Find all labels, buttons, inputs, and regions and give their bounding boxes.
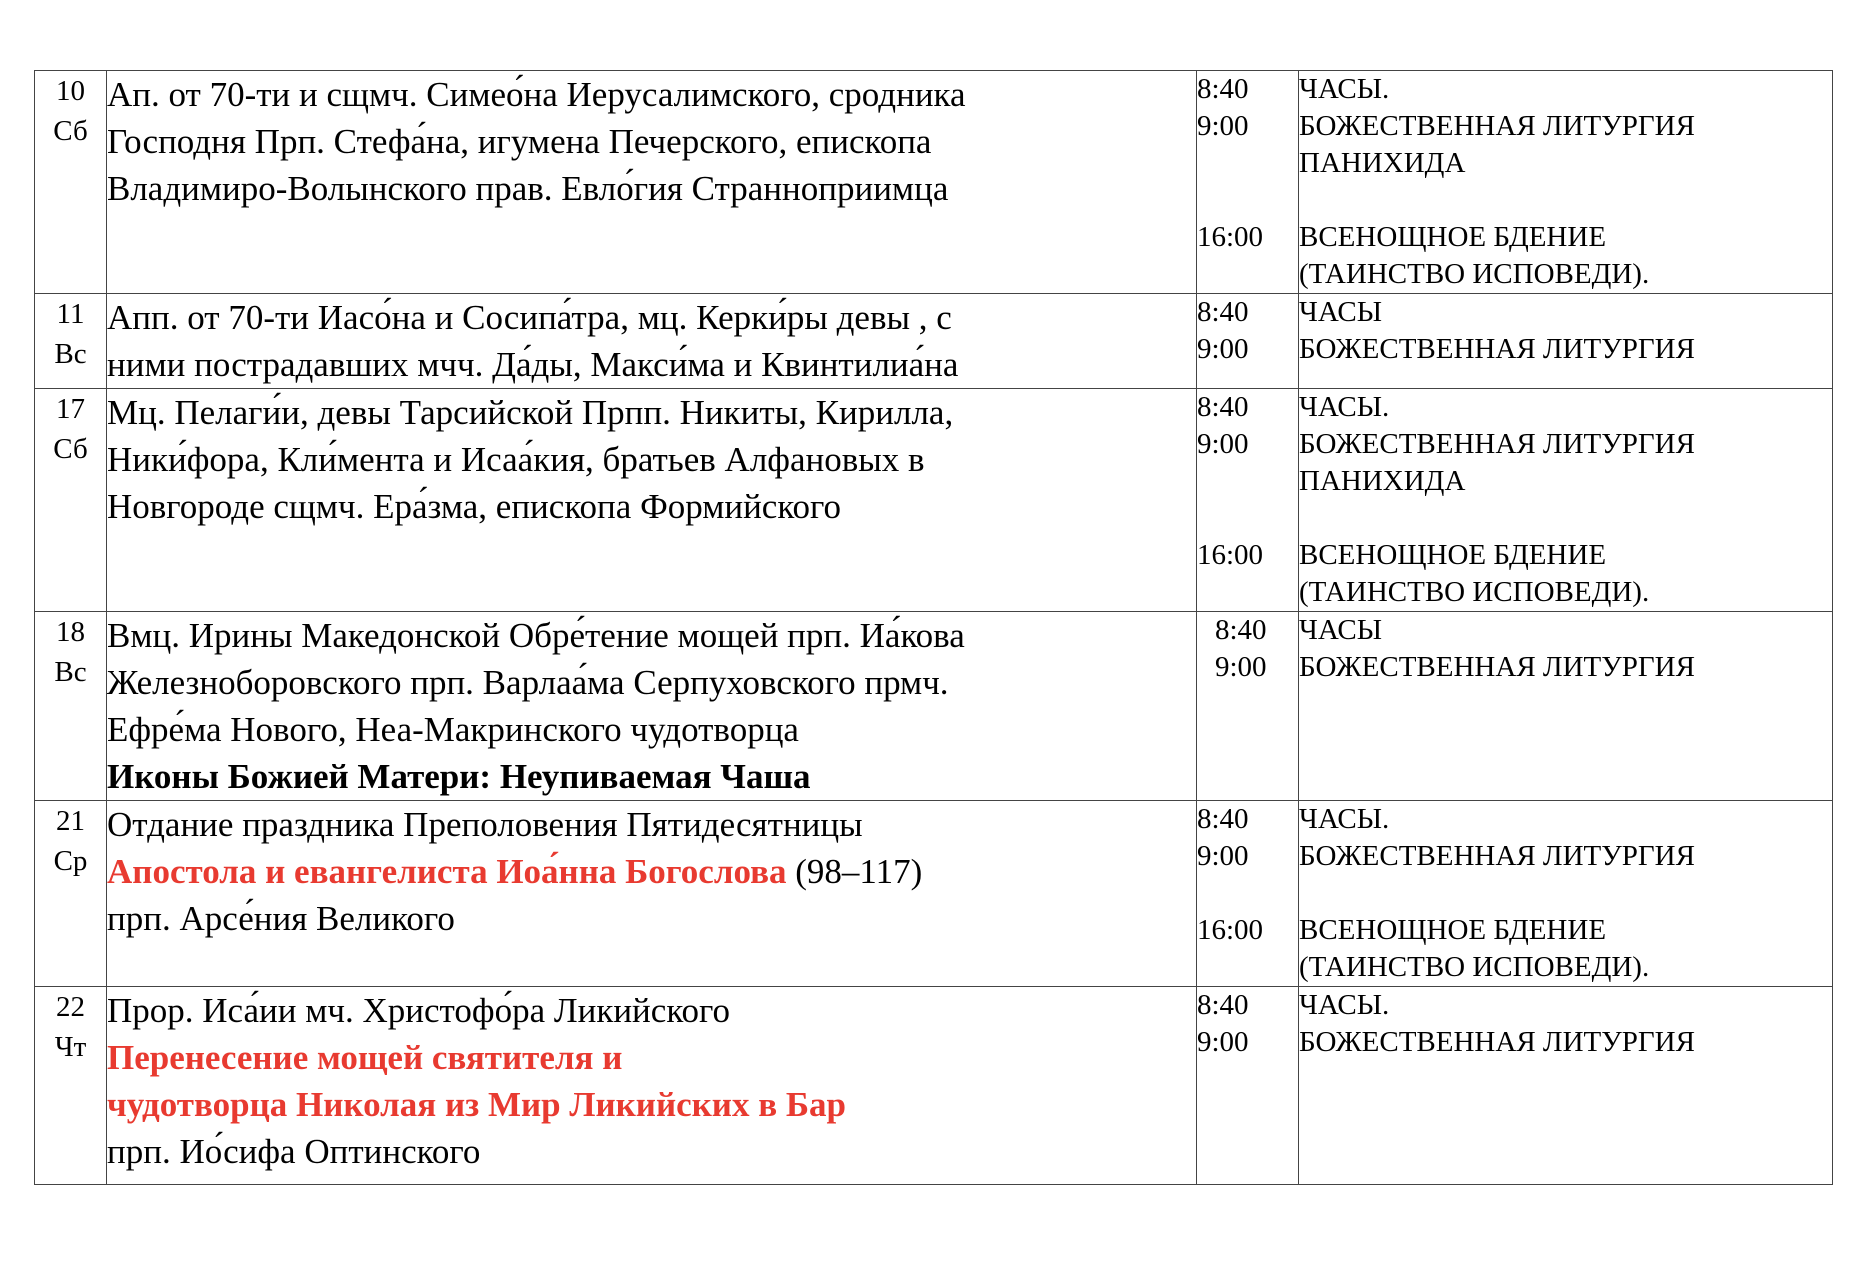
service-time <box>1197 875 1298 912</box>
commemoration-line <box>107 483 1196 530</box>
day-number: 17 <box>56 393 85 425</box>
commemoration-text: Прор. Иса́ии мч. Христофо́ра Ликийского <box>107 991 731 1030</box>
commemoration-line <box>107 165 1196 212</box>
service-name: (ТАИНСТВО ИСПОВЕДИ). <box>1299 951 1650 983</box>
commemoration-text: Владимиро-Волынского прав. Евло́гия Странноприимца <box>107 169 949 208</box>
service-name <box>1299 500 1832 537</box>
service-time: 9:00 <box>1197 110 1249 142</box>
services-cell <box>1299 612 1833 801</box>
service-name: ЧАСЫ. <box>1299 803 1390 835</box>
service-name <box>1299 182 1832 219</box>
commemoration-line <box>107 895 1196 942</box>
service-times-cell <box>1197 71 1299 294</box>
weekday: Вс <box>54 338 87 370</box>
commemoration-text: Иконы Божией Матери: Неупиваемая Чаша <box>107 757 811 796</box>
commemoration-text: Новгороде сщмч. Ера́зма, епископа Формийского <box>107 487 842 526</box>
schedule-row <box>35 389 1833 612</box>
schedule-row <box>35 294 1833 389</box>
commemorations-cell <box>107 71 1197 294</box>
service-name: ЧАСЫ. <box>1299 73 1390 105</box>
service-name: БОЖЕСТВЕННАЯ ЛИТУРГИЯ <box>1299 651 1695 683</box>
commemorations-cell <box>107 389 1197 612</box>
day-number: 18 <box>56 616 85 648</box>
commemoration-text: (98–117) <box>786 852 923 891</box>
service-name: БОЖЕСТВЕННАЯ ЛИТУРГИЯ <box>1299 333 1695 365</box>
feast-highlight: чудотворца Николая из Мир Ликийских в Бар <box>107 1085 846 1124</box>
service-name: ВСЕНОЩНОЕ БДЕНИЕ <box>1299 221 1607 253</box>
weekday: Сб <box>53 433 88 465</box>
commemoration-line <box>107 1034 1196 1081</box>
commemoration-line <box>107 659 1196 706</box>
service-name: ЧАСЫ <box>1299 614 1382 646</box>
service-name: ВСЕНОЩНОЕ БДЕНИЕ <box>1299 539 1607 571</box>
commemoration-text: Ники́фора, Кли́мента и Исаа́кия, братьев Алфановых в <box>107 440 925 479</box>
service-name: ПАНИХИДА <box>1299 147 1466 179</box>
commemorations-cell <box>107 612 1197 801</box>
schedule-row <box>35 801 1833 987</box>
commemoration-line <box>107 706 1196 753</box>
weekday: Сб <box>53 115 88 147</box>
commemorations-cell <box>107 987 1197 1185</box>
commemoration-line <box>107 1128 1196 1175</box>
service-name: (ТАИНСТВО ИСПОВЕДИ). <box>1299 576 1650 608</box>
service-time: 8:40 <box>1215 614 1267 646</box>
service-time: 16:00 <box>1197 539 1264 571</box>
service-time <box>1197 574 1298 611</box>
commemoration-line <box>107 71 1196 118</box>
service-name <box>1299 875 1832 912</box>
schedule-row <box>35 987 1833 1185</box>
service-name: БОЖЕСТВЕННАЯ ЛИТУРГИЯ <box>1299 428 1695 460</box>
weekday: Вс <box>54 656 87 688</box>
service-name: БОЖЕСТВЕННАЯ ЛИТУРГИЯ <box>1299 110 1695 142</box>
service-time: 9:00 <box>1197 1026 1249 1058</box>
services-cell <box>1299 987 1833 1185</box>
commemoration-line <box>107 389 1196 436</box>
service-time <box>1197 182 1298 219</box>
commemoration-line <box>107 118 1196 165</box>
service-time: 8:40 <box>1197 989 1249 1021</box>
commemoration-line <box>107 436 1196 483</box>
service-time: 8:40 <box>1197 803 1249 835</box>
service-name: ЧАСЫ. <box>1299 391 1390 423</box>
commemoration-text: прп. Арсе́ния Великого <box>107 899 455 938</box>
commemoration-line <box>107 1081 1196 1128</box>
services-cell <box>1299 294 1833 389</box>
service-time: 9:00 <box>1197 333 1249 365</box>
commemoration-text: Ап. от 70-ти и сщмч. Симео́на Иерусалимского, сродника <box>107 75 966 114</box>
day-number: 10 <box>56 75 85 107</box>
service-name: БОЖЕСТВЕННАЯ ЛИТУРГИЯ <box>1299 1026 1695 1058</box>
service-time <box>1197 256 1298 293</box>
weekday: Ср <box>53 845 88 877</box>
service-time: 16:00 <box>1197 221 1264 253</box>
date-cell <box>35 294 107 389</box>
service-time: 9:00 <box>1215 651 1267 683</box>
service-time: 9:00 <box>1197 840 1249 872</box>
service-times-cell <box>1197 389 1299 612</box>
day-number: 21 <box>56 805 85 837</box>
commemoration-text: Вмц. Ирины Македонской Обре́тение мощей прп. Иа́кова <box>107 616 965 655</box>
date-cell <box>35 71 107 294</box>
commemorations-cell <box>107 801 1197 987</box>
service-time: 8:40 <box>1197 296 1249 328</box>
day-number: 22 <box>56 991 85 1023</box>
date-cell <box>35 987 107 1185</box>
commemoration-line <box>107 848 1196 895</box>
commemoration-text: Мц. Пелаги́и, девы Тарсийской Прпп. Никиты, Кирилла, <box>107 393 954 432</box>
service-times-cell <box>1197 987 1299 1185</box>
service-time: 16:00 <box>1197 914 1264 946</box>
services-cell <box>1299 71 1833 294</box>
service-times-cell <box>1197 612 1299 801</box>
service-name: (ТАИНСТВО ИСПОВЕДИ). <box>1299 258 1650 290</box>
commemoration-text: Отдание праздника Преполовения Пятидесятницы <box>107 805 863 844</box>
day-number: 11 <box>56 298 85 330</box>
weekday: Чт <box>54 1031 87 1063</box>
service-name: БОЖЕСТВЕННАЯ ЛИТУРГИЯ <box>1299 840 1695 872</box>
service-time <box>1197 145 1298 182</box>
schedule-row <box>35 612 1833 801</box>
service-time <box>1197 463 1298 500</box>
commemoration-text: прп. Ио́сифа Оптинского <box>107 1132 481 1171</box>
date-cell <box>35 801 107 987</box>
services-cell <box>1299 801 1833 987</box>
service-times-cell <box>1197 801 1299 987</box>
date-cell <box>35 389 107 612</box>
schedule-row <box>35 71 1833 294</box>
date-cell <box>35 612 107 801</box>
service-time: 9:00 <box>1197 428 1249 460</box>
service-times-cell <box>1197 294 1299 389</box>
commemoration-text: Железноборовского прп. Варлаа́ма Серпуховского прмч. <box>107 663 949 702</box>
commemoration-line <box>107 612 1196 659</box>
service-time <box>1197 949 1298 986</box>
commemoration-text: Ефре́ма Нового, Неа-Макринского чудотворца <box>107 710 799 749</box>
schedule-body <box>35 71 1833 1185</box>
commemoration-line <box>107 987 1196 1034</box>
feast-highlight: Перенесение мощей святителя и <box>107 1038 623 1077</box>
service-time: 8:40 <box>1197 391 1249 423</box>
commemoration-line <box>107 294 1196 341</box>
services-cell <box>1299 389 1833 612</box>
commemoration-line <box>107 341 1196 388</box>
service-name: ЧАСЫ <box>1299 296 1382 328</box>
service-name: ЧАСЫ. <box>1299 989 1390 1021</box>
commemoration-text: Апп. от 70-ти Иасо́на и Сосипа́тра, мц. Керки́ры девы , с <box>107 298 952 337</box>
commemoration-line <box>107 801 1196 848</box>
commemorations-cell <box>107 294 1197 389</box>
service-name: ВСЕНОЩНОЕ БДЕНИЕ <box>1299 914 1607 946</box>
service-time: 8:40 <box>1197 73 1249 105</box>
commemoration-text: Господня Прп. Стефа́на, игумена Печерского, епископа <box>107 122 932 161</box>
service-time <box>1197 500 1298 537</box>
commemoration-line <box>107 753 1196 800</box>
service-name: ПАНИХИДА <box>1299 465 1466 497</box>
service-schedule-table <box>34 70 1833 1185</box>
feast-highlight: Апостола и евангелиста Иоа́нна Богослова <box>107 852 787 891</box>
commemoration-text: ними пострадавших мчч. Да́ды, Макси́ма и Квинтилиа́на <box>107 345 959 384</box>
